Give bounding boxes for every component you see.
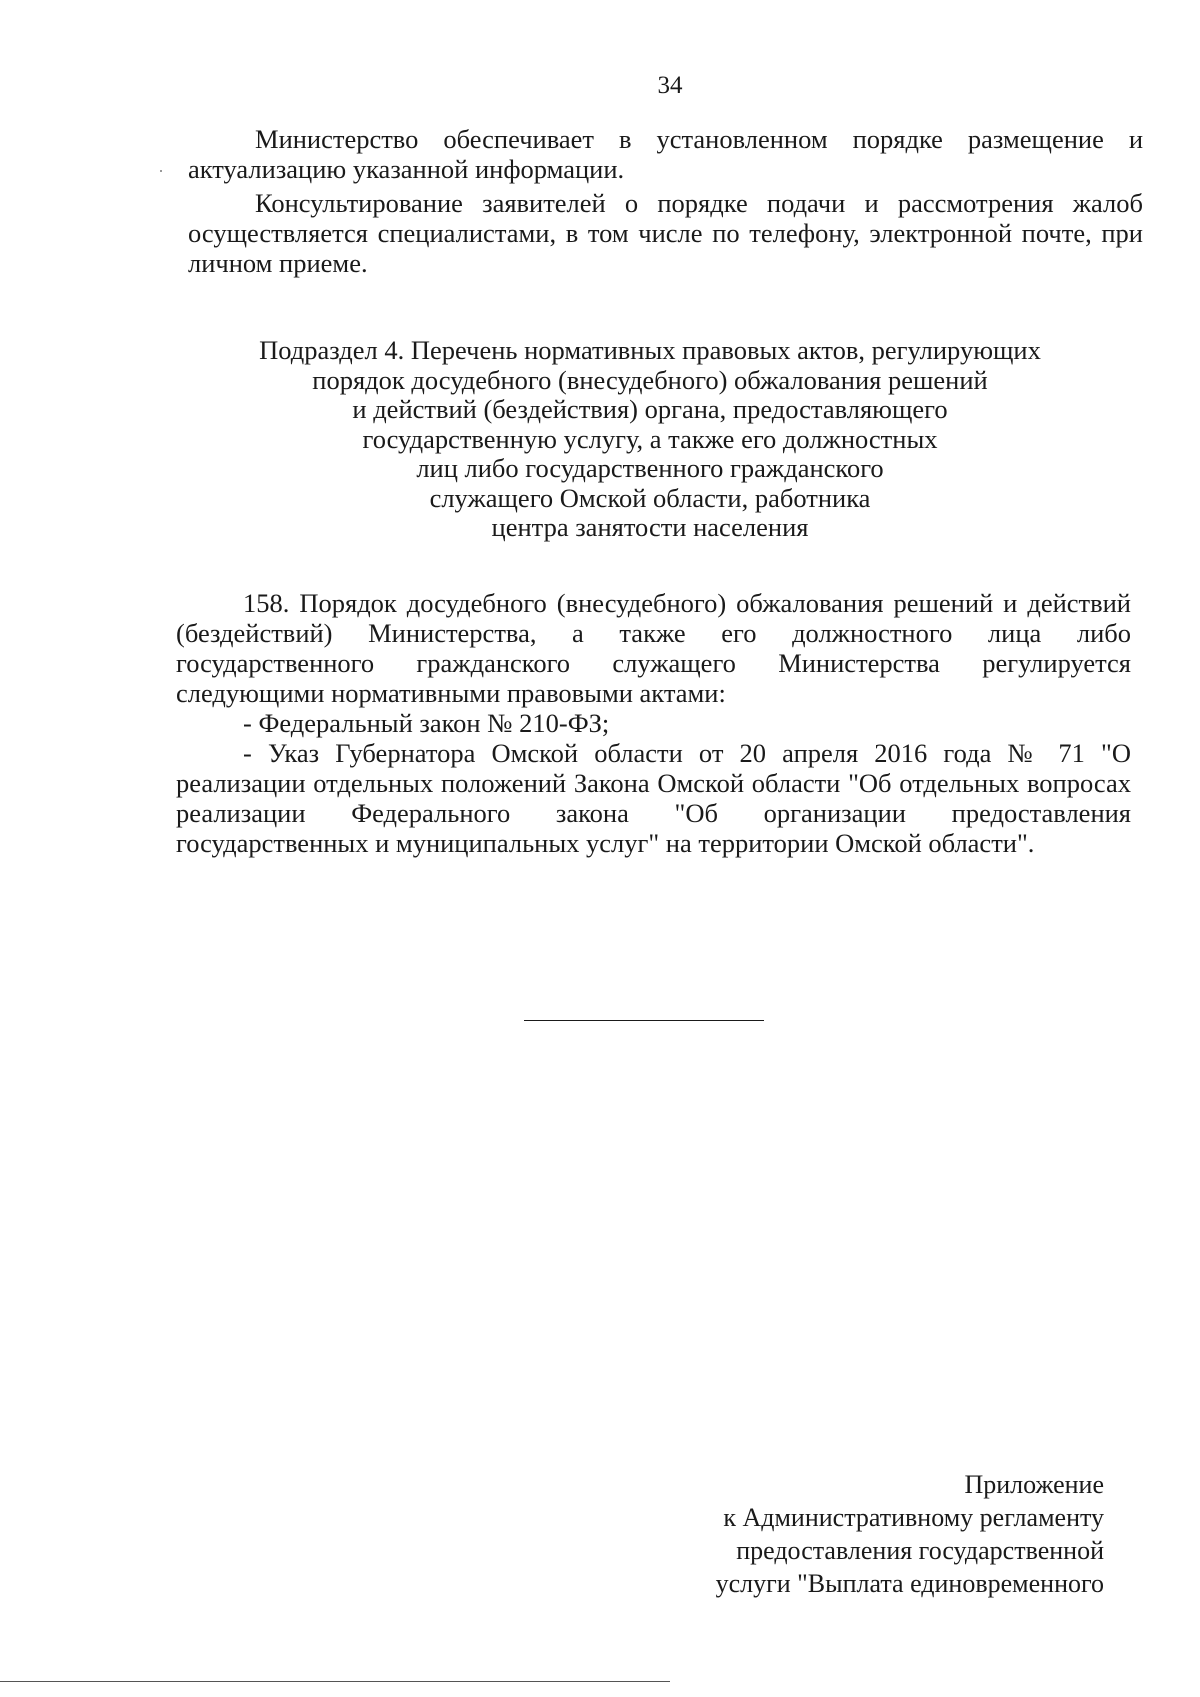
list-item-governor-decree: - Указ Губернатора Омской области от 20 апреля 2016 года № 71 "О реализации отдельных положений Закона Омской области "Об отдельных вопросах реализации Федерального закона "Об организации предоставления государственных и муниципальных услуг" на территории Омской области". [176,738,1131,858]
appendix-line: к Административному регламенту [723,1503,1104,1532]
intro-block [188,124,1143,278]
heading-line: служащего Омской области, работника [429,482,871,513]
list-item-federal-law: - Федеральный закон № 210-ФЗ; [243,708,610,738]
heading-line: государственную услугу, а также его должностных [362,423,938,454]
heading-line: лиц либо государственного гражданского [416,453,884,483]
appendix-line: услуги "Выплата единовременного [715,1569,1104,1598]
section-158-block [176,588,1131,858]
section-end-rule [524,1020,764,1021]
appendix-line: Приложение [964,1470,1104,1499]
scan-speck [160,170,162,172]
heading-line: порядок досудебного (внесудебного) обжалования решений [312,364,988,395]
appendix-note [716,1468,1104,1600]
heading-line: центра занятости населения [491,512,809,542]
paragraph-ministry-info: Министерство обеспечивает в установленном порядке размещение и актуализацию указанной информации. [188,124,1143,184]
heading-line: Подраздел 4. Перечень нормативных правовых актов, регулирующих [259,335,1041,365]
page-number: 34 [657,72,683,99]
paragraph-158: 158. Порядок досудебного (внесудебного) обжалования решений и действий (бездействий) Министерства, а также его должностного лица либо государственного гражданского служащего Министерства регулируется следующими нормативными правовыми актами: [176,588,1131,708]
paragraph-consulting: Консультирование заявителей о порядке подачи и рассмотрения жалоб осуществляется специалистами, в том числе по телефону, электронной почте, при личном приеме. [188,188,1143,278]
subsection-heading [210,336,1090,543]
scan-edge-line [0,1681,670,1682]
heading-line: и действий (бездействия) органа, предоставляющего [352,394,948,424]
appendix-line: предоставления государственной [736,1536,1104,1565]
